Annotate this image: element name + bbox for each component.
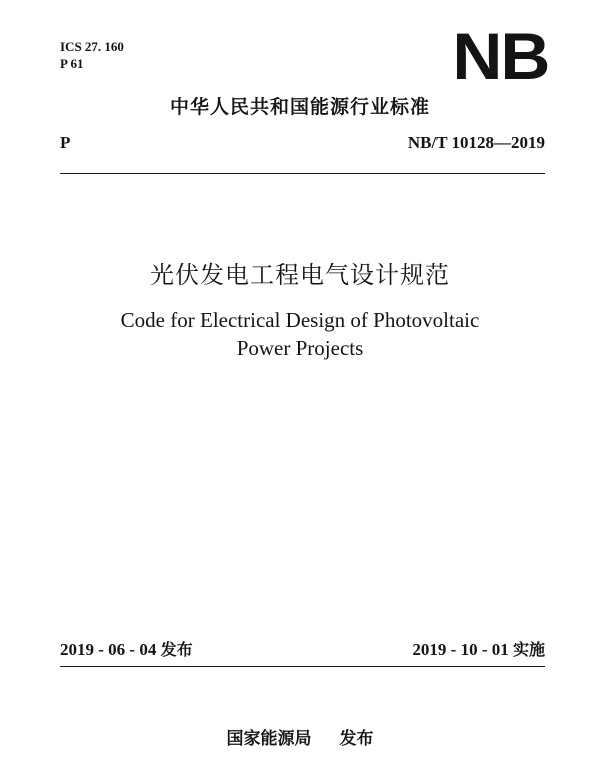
- standard-number: NB/T 10128—2019: [407, 133, 545, 152]
- ccs-code: P 61: [60, 56, 84, 71]
- standard-type: 中华人民共和国能源行业标准: [169, 96, 430, 118]
- header-divider: [60, 173, 545, 174]
- title-english-line1: Code for Electrical Design of Photovoltaic: [120, 308, 480, 332]
- publisher-action: 发布: [339, 729, 374, 749]
- implement-date: 2019 - 10 - 01: [412, 640, 509, 659]
- title-english-line2: Power Projects: [236, 336, 364, 360]
- classification-letter: P: [60, 133, 71, 152]
- title-english: [0, 306, 600, 362]
- publisher-authority: 国家能源局: [226, 729, 312, 749]
- implement-date-block: [412, 637, 545, 660]
- ics-code-block: [60, 38, 124, 72]
- publisher-line: [0, 724, 600, 749]
- issue-label: 发布: [160, 640, 193, 659]
- ics-code: ICS 27. 160: [60, 39, 124, 54]
- nb-logo: NB: [452, 19, 548, 93]
- title-chinese: 光伏发电工程电气设计规范: [150, 261, 450, 289]
- issue-date: 2019 - 06 - 04: [60, 640, 157, 659]
- implement-label: 实施: [512, 640, 545, 659]
- issue-date-block: [60, 637, 193, 660]
- footer-divider: [60, 666, 545, 667]
